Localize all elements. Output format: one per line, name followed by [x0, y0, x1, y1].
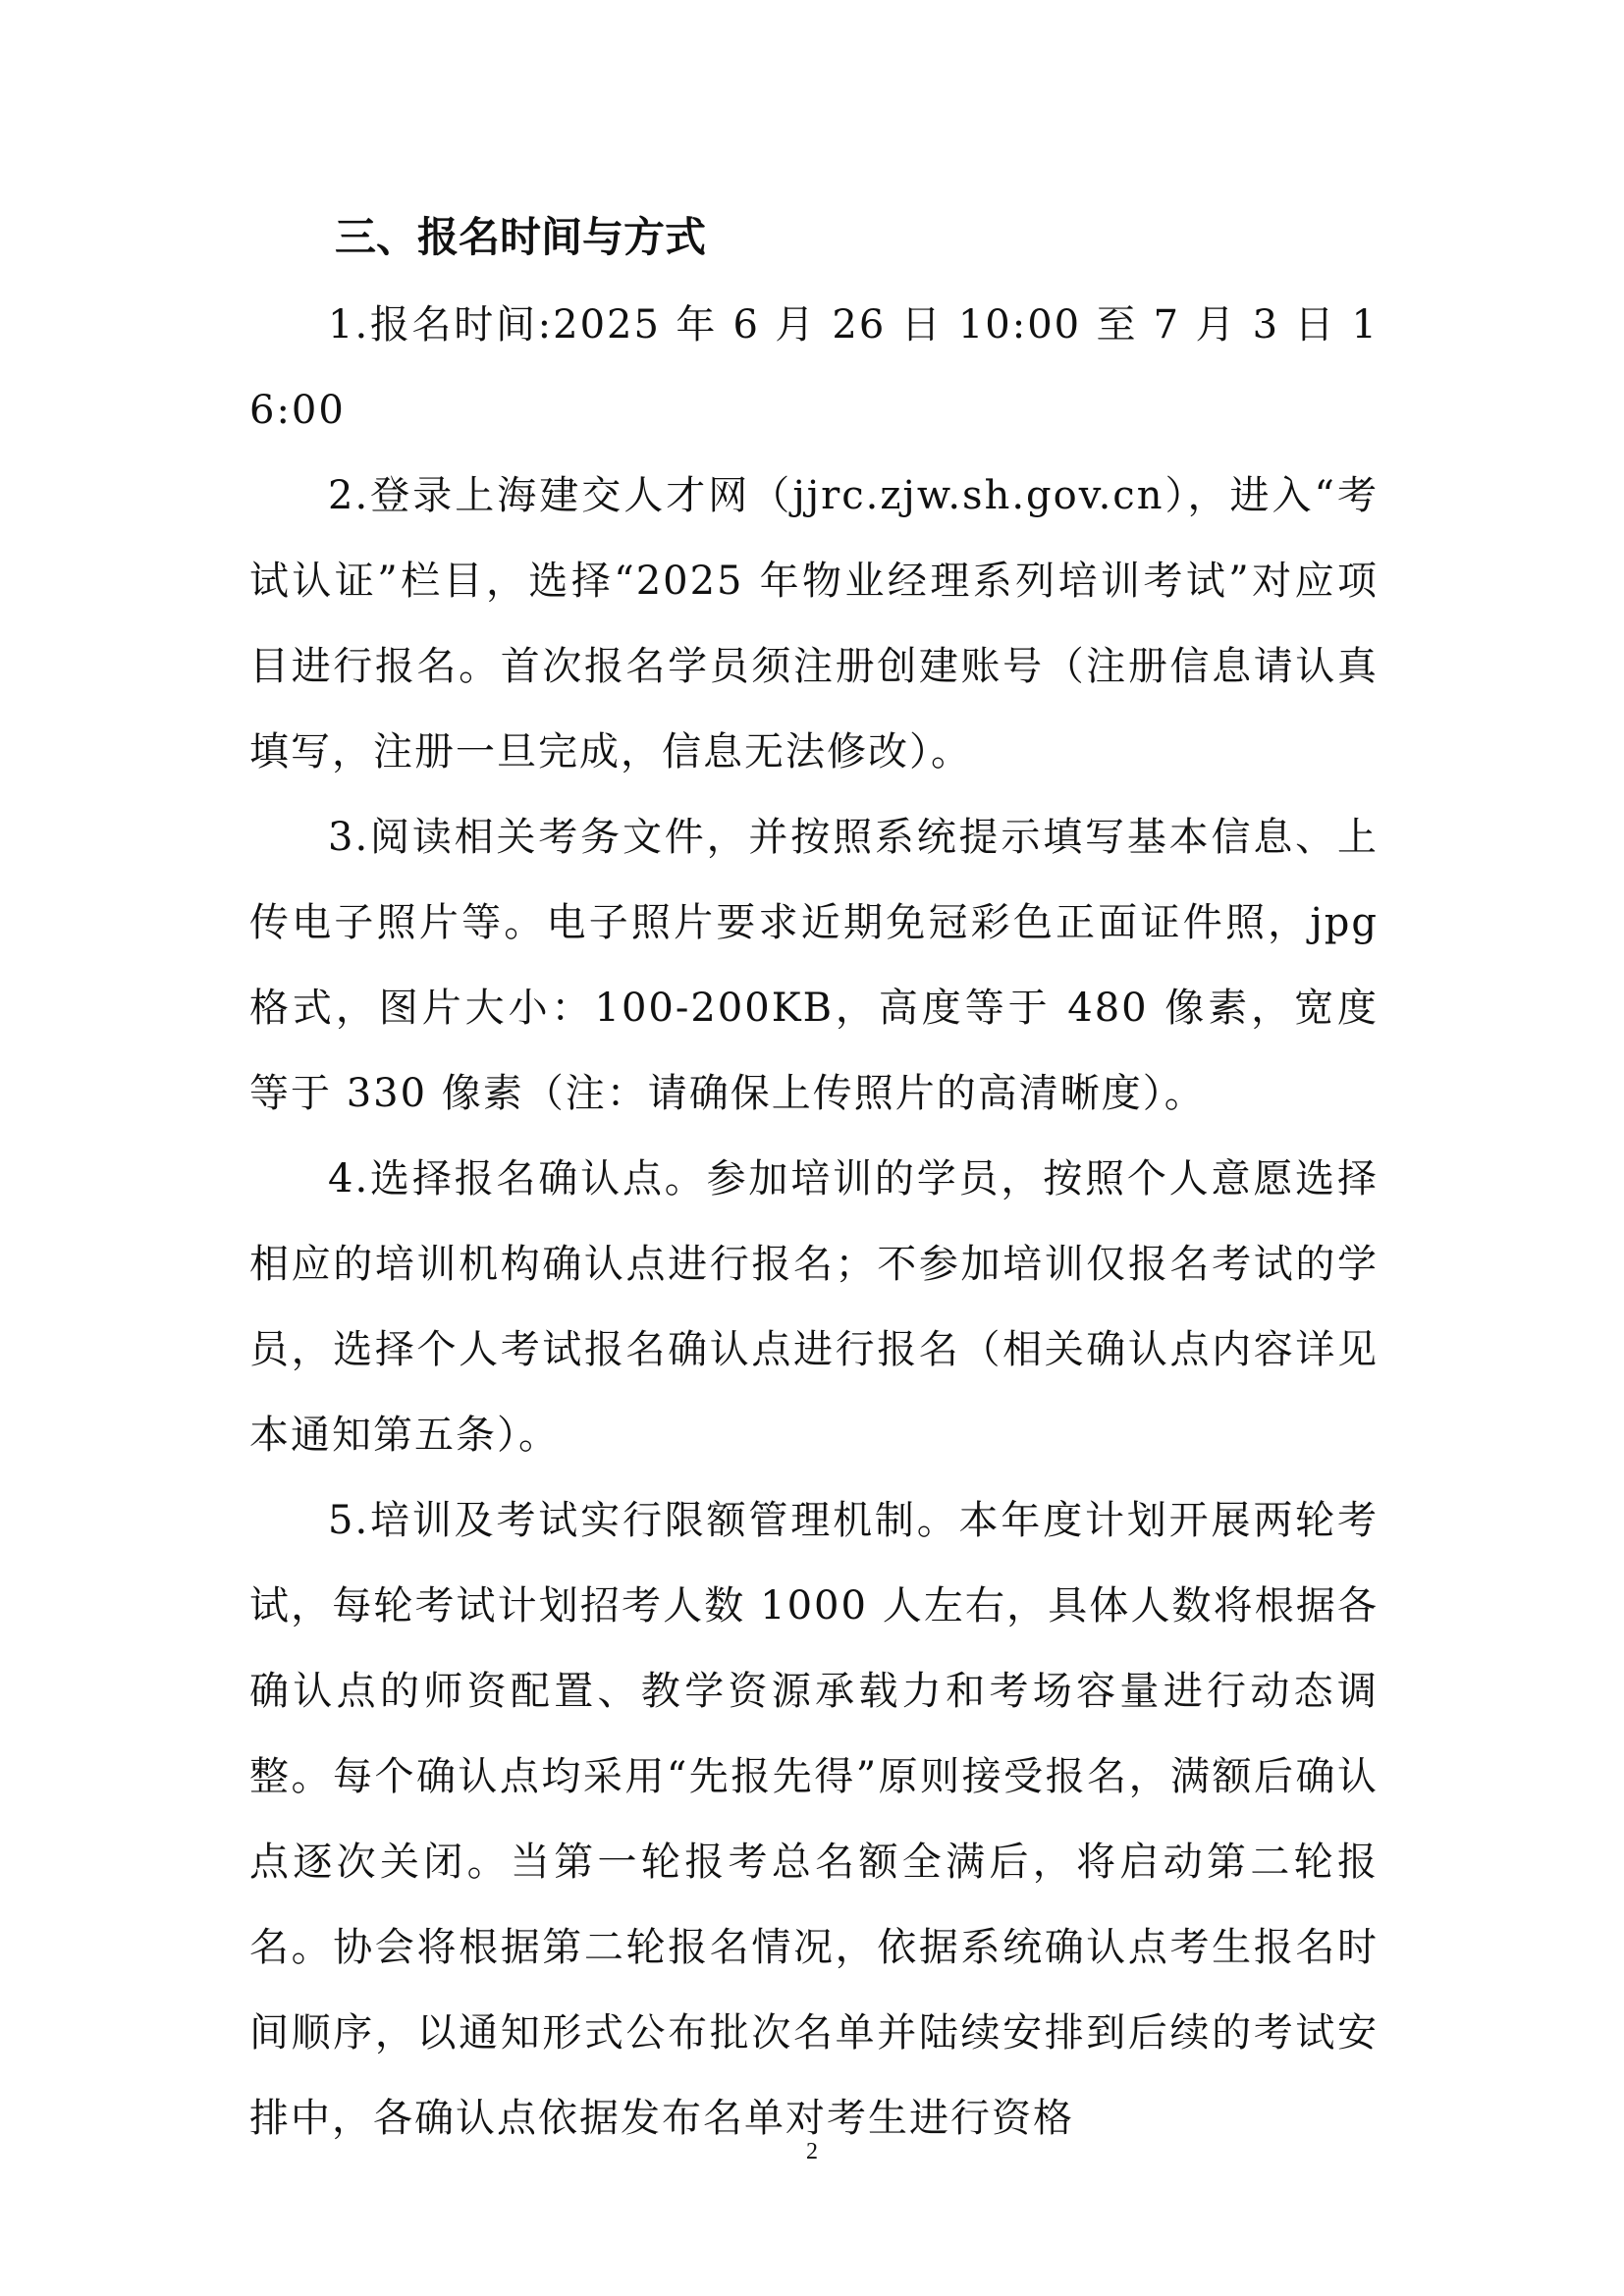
paragraph-confirmation-point: 4.选择报名确认点。参加培训的学员，按照个人意愿选择相应的培训机构确认点进行报名；不参加培训仅报名考试的学员，选择个人考试报名确认点进行报名（相关确认点内容详见本通知第五条）。: [249, 1156, 1379, 1458]
paragraph-registration-time: 1.报名时间:2025 年 6 月 26 日 10:00 至 7 月 3 日 16:00: [249, 302, 1379, 433]
document-body: [249, 283, 1379, 2162]
page-number: 2: [806, 2139, 818, 2164]
paragraph-quota-management: 5.培训及考试实行限额管理机制。本年度计划开展两轮考试，每轮考试计划招考人数 1000 人左右，具体人数将根据各确认点的师资配置、教学资源承载力和考场容量进行动态调整。每个确认点均采用“先报先得”原则接受报名，满额后确认点逐次关闭。当第一轮报考总名额全满后，将启动第二轮报名。协会将根据第二轮报名情况，依据系统确认点考生报名时间顺序，以通知形式公布批次名单并陆续安排到后续的考试安排中，各确认点依据发布名单对考生进行资格: [249, 1498, 1379, 2141]
section-heading: 三、报名时间与方式: [335, 213, 707, 261]
paragraph-photo-requirements: 3.阅读相关考务文件，并按照系统提示填写基本信息、上传电子照片等。电子照片要求近期免冠彩色正面证件照，jpg 格式，图片大小：100-200KB，高度等于 480 像素，宽度等于 330 像素（注：请确保上传照片的高清晰度）。: [249, 815, 1379, 1116]
paragraph-login-website: 2.登录上海建交人才网（jjrc.zjw.sh.gov.cn），进入“考试认证”栏目，选择“2025 年物业经理系列培训考试”对应项目进行报名。首次报名学员须注册创建账号（注册信息请认真填写，注册一旦完成，信息无法修改）。: [249, 473, 1379, 774]
